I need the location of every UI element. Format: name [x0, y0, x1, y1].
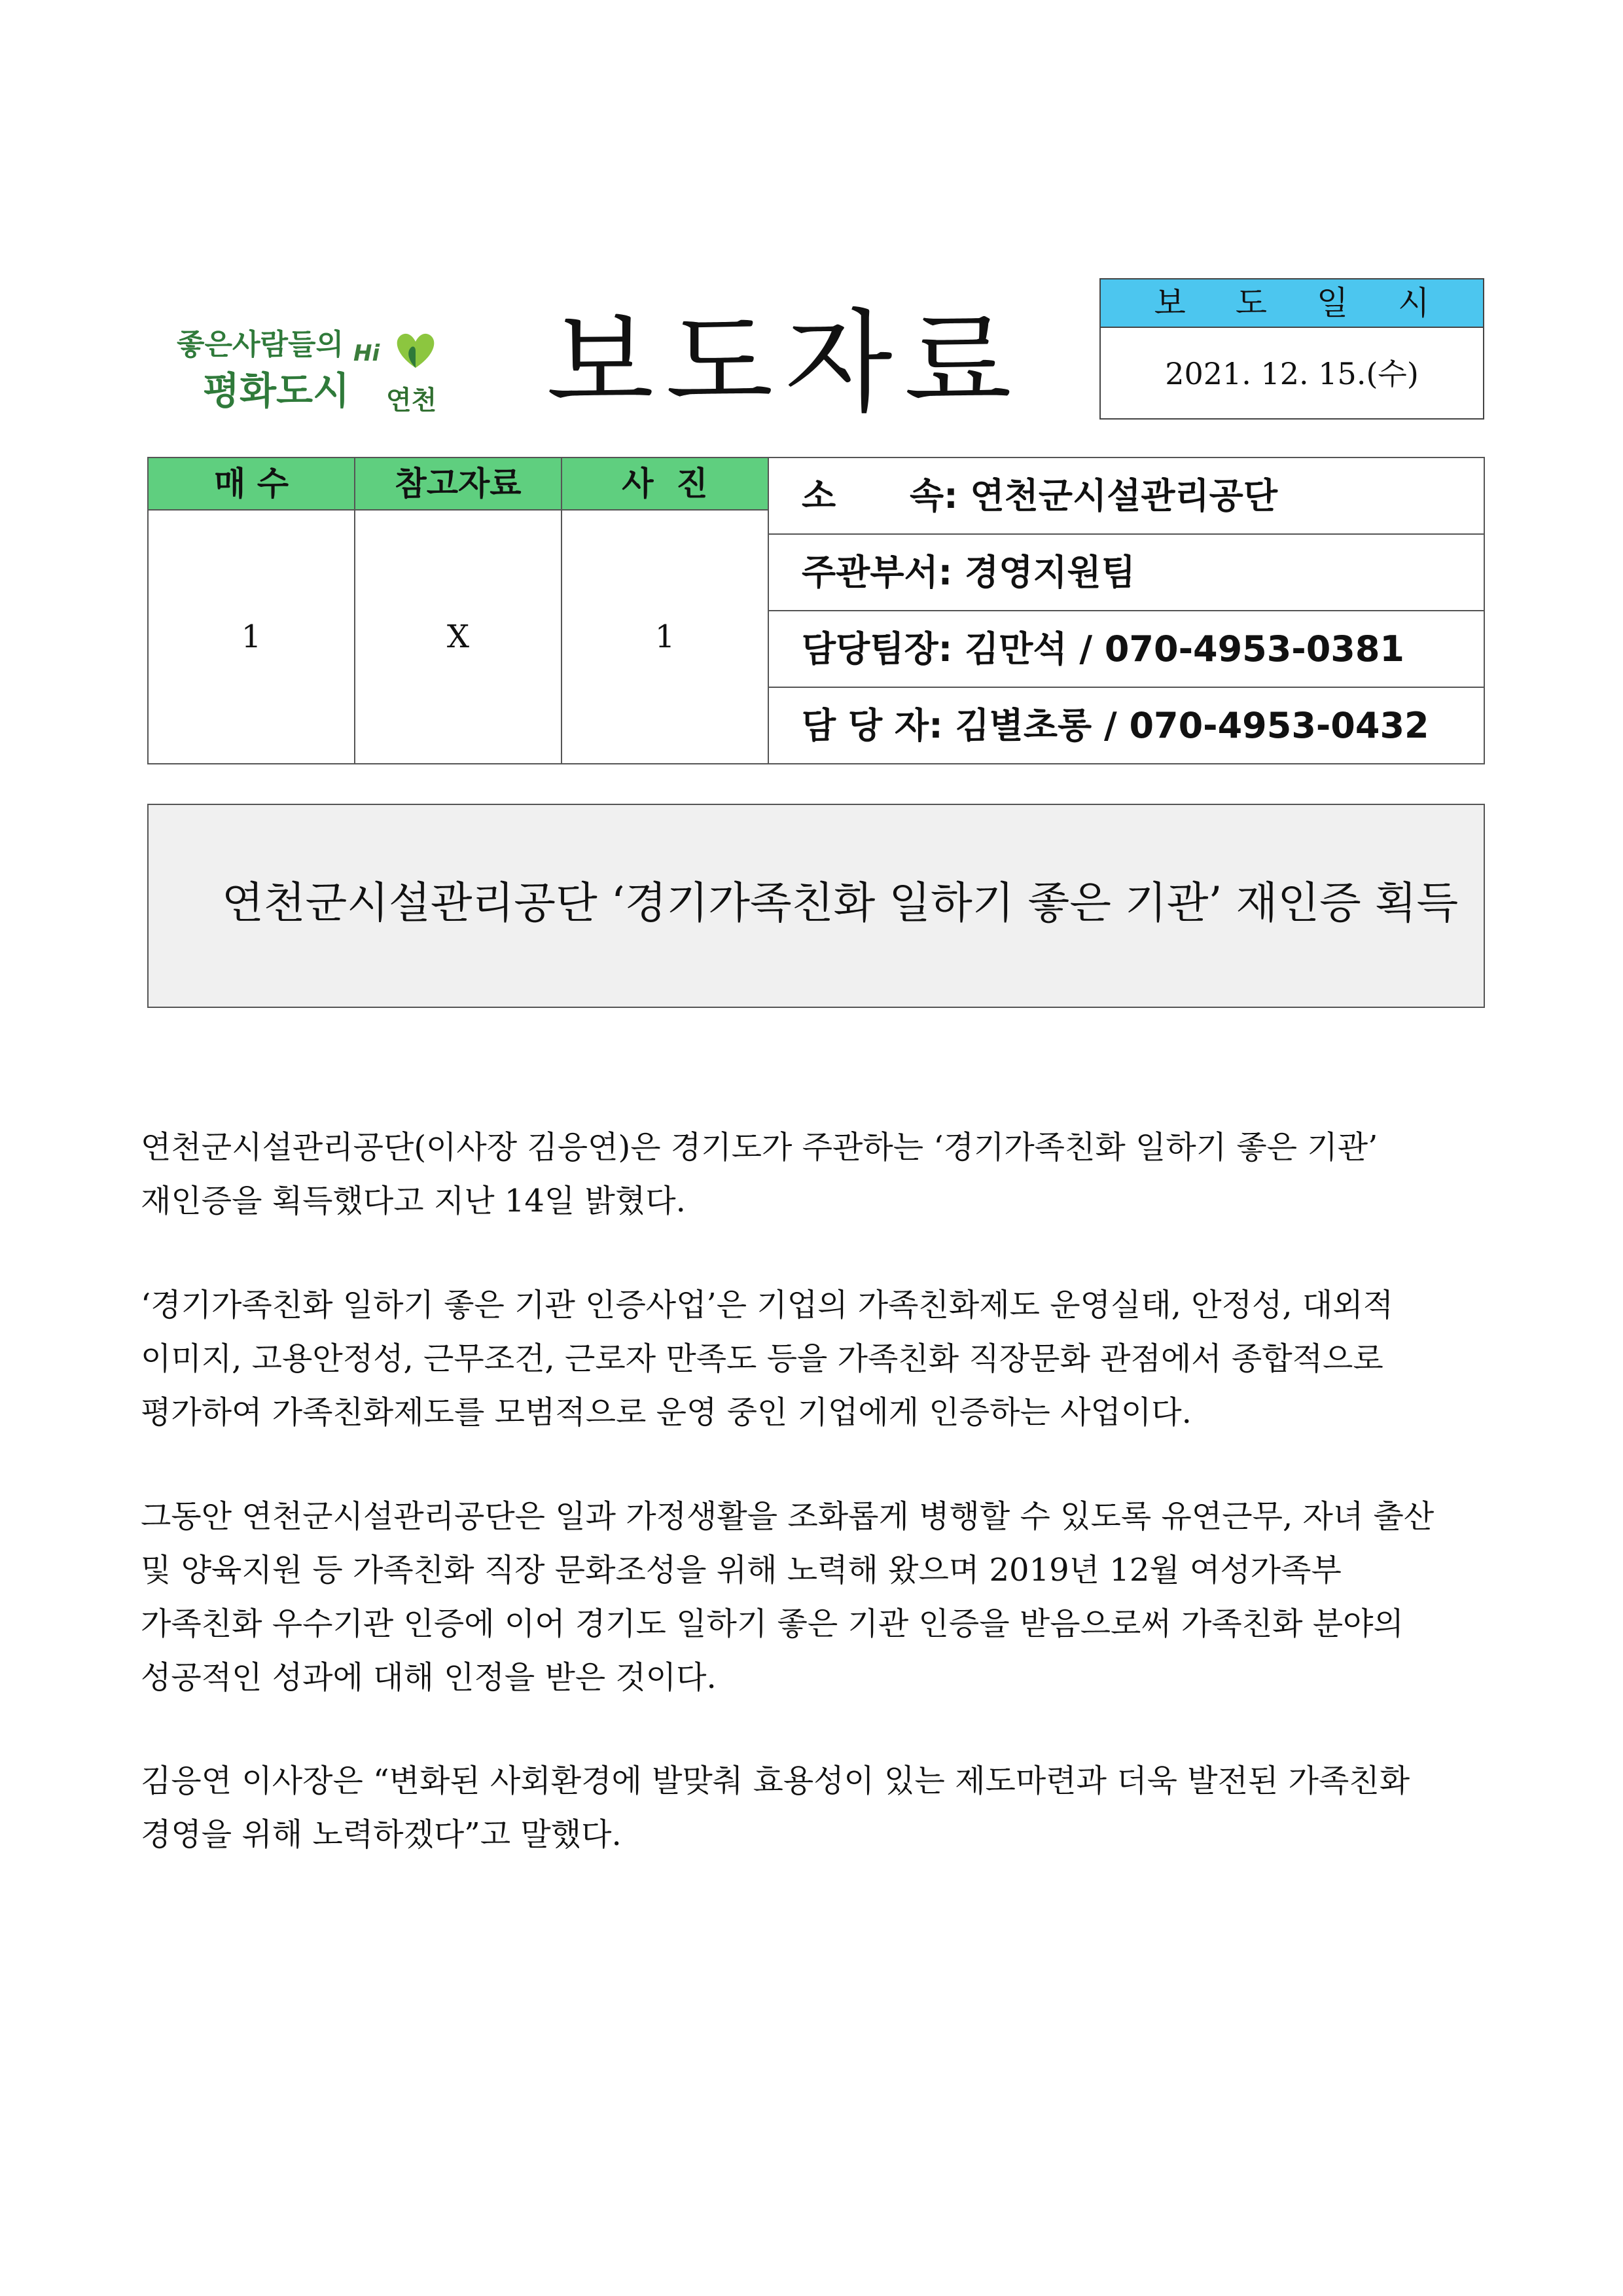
- body-line: 이미지, 고용안정성, 근무조건, 근로자 만족도 등을 가족친화 직장문화 관점에서 종합적으로: [141, 1340, 1383, 1377]
- body-paragraph-4: [141, 1754, 1489, 1861]
- body-line: 성공적인 성과에 대해 인정을 받은 것이다.: [141, 1659, 717, 1696]
- release-date-label: 보 도 일 시: [1101, 279, 1483, 328]
- info-table: [147, 457, 1485, 764]
- body-line: 김응연 이사장은 “변화된 사회환경에 발맞춰 효용성이 있는 제도마련과 더욱 발전된 가족친화: [141, 1763, 1410, 1799]
- body-paragraph-3: [141, 1490, 1489, 1704]
- document-title: 보도자료: [546, 298, 1024, 428]
- body-line: 및 양육지원 등 가족친화 직장 문화조성을 위해 노력해 왔으며 2019년 12월 여성가족부: [141, 1552, 1342, 1588]
- logo-hi-text: Hi: [353, 340, 380, 367]
- contact-affiliation: 소 속: 연천군시설관리공단: [769, 458, 1484, 535]
- release-date-box: [1099, 278, 1484, 420]
- contact-department: 주관부서: 경영지원팀: [769, 535, 1484, 611]
- release-date-value: 2021. 12. 15.(수): [1165, 356, 1419, 391]
- body-line: ‘경기가족친화 일하기 좋은 기관 인증사업’은 기업의 가족친화제도 운영실태, 안정성, 대외적: [141, 1287, 1393, 1323]
- body-paragraph-2: [141, 1278, 1489, 1439]
- contact-team-leader: 담당팀장: 김만석 / 070-4953-0381: [769, 611, 1484, 688]
- contact-person-in-charge: 담 당 자: 김별초롱 / 070-4953-0432: [802, 705, 1429, 746]
- logo-city-name: 연천: [386, 386, 437, 416]
- header-pages: 매 수: [149, 458, 355, 511]
- body-line: 평가하여 가족친화제도를 모범적으로 운영 중인 기업에게 인증하는 사업이다.: [141, 1394, 1192, 1431]
- logo-slogan-line1: 좋은사람들의: [177, 328, 344, 361]
- body-line: 가족친화 우수기관 인증에 이어 경기도 일하기 좋은 기관 인증을 받음으로써 가족친화 분야의: [141, 1605, 1404, 1642]
- body-paragraph-1: [141, 1121, 1489, 1228]
- logo-slogan-line2: 평화도시: [203, 368, 350, 413]
- headline-box: [147, 804, 1485, 1008]
- value-photos: 1: [562, 511, 769, 763]
- logo-heart-icon: [389, 327, 442, 373]
- organization-logo: [177, 314, 458, 425]
- headline: 연천군시설관리공단 ‘경기가족친화 일하기 좋은 기관’ 재인증 획득: [222, 878, 1459, 928]
- body-line: 재인증을 획득했다고 지난 14일 밝혔다.: [141, 1183, 686, 1219]
- header-references: 참고자료: [355, 458, 562, 511]
- body-line: 경영을 위해 노력하겠다”고 말했다.: [141, 1816, 622, 1853]
- body-line: 그동안 연천군시설관리공단은 일과 가정생활을 조화롭게 병행할 수 있도록 유연근무, 자녀 출산: [141, 1498, 1435, 1535]
- body-line: 연천군시설관리공단(이사장 김응연)은 경기도가 주관하는 ‘경기가족친화 일하기 좋은 기관’: [141, 1129, 1378, 1166]
- value-pages: 1: [149, 511, 355, 763]
- header-photos: 사 진: [562, 458, 769, 511]
- value-references: X: [355, 511, 562, 763]
